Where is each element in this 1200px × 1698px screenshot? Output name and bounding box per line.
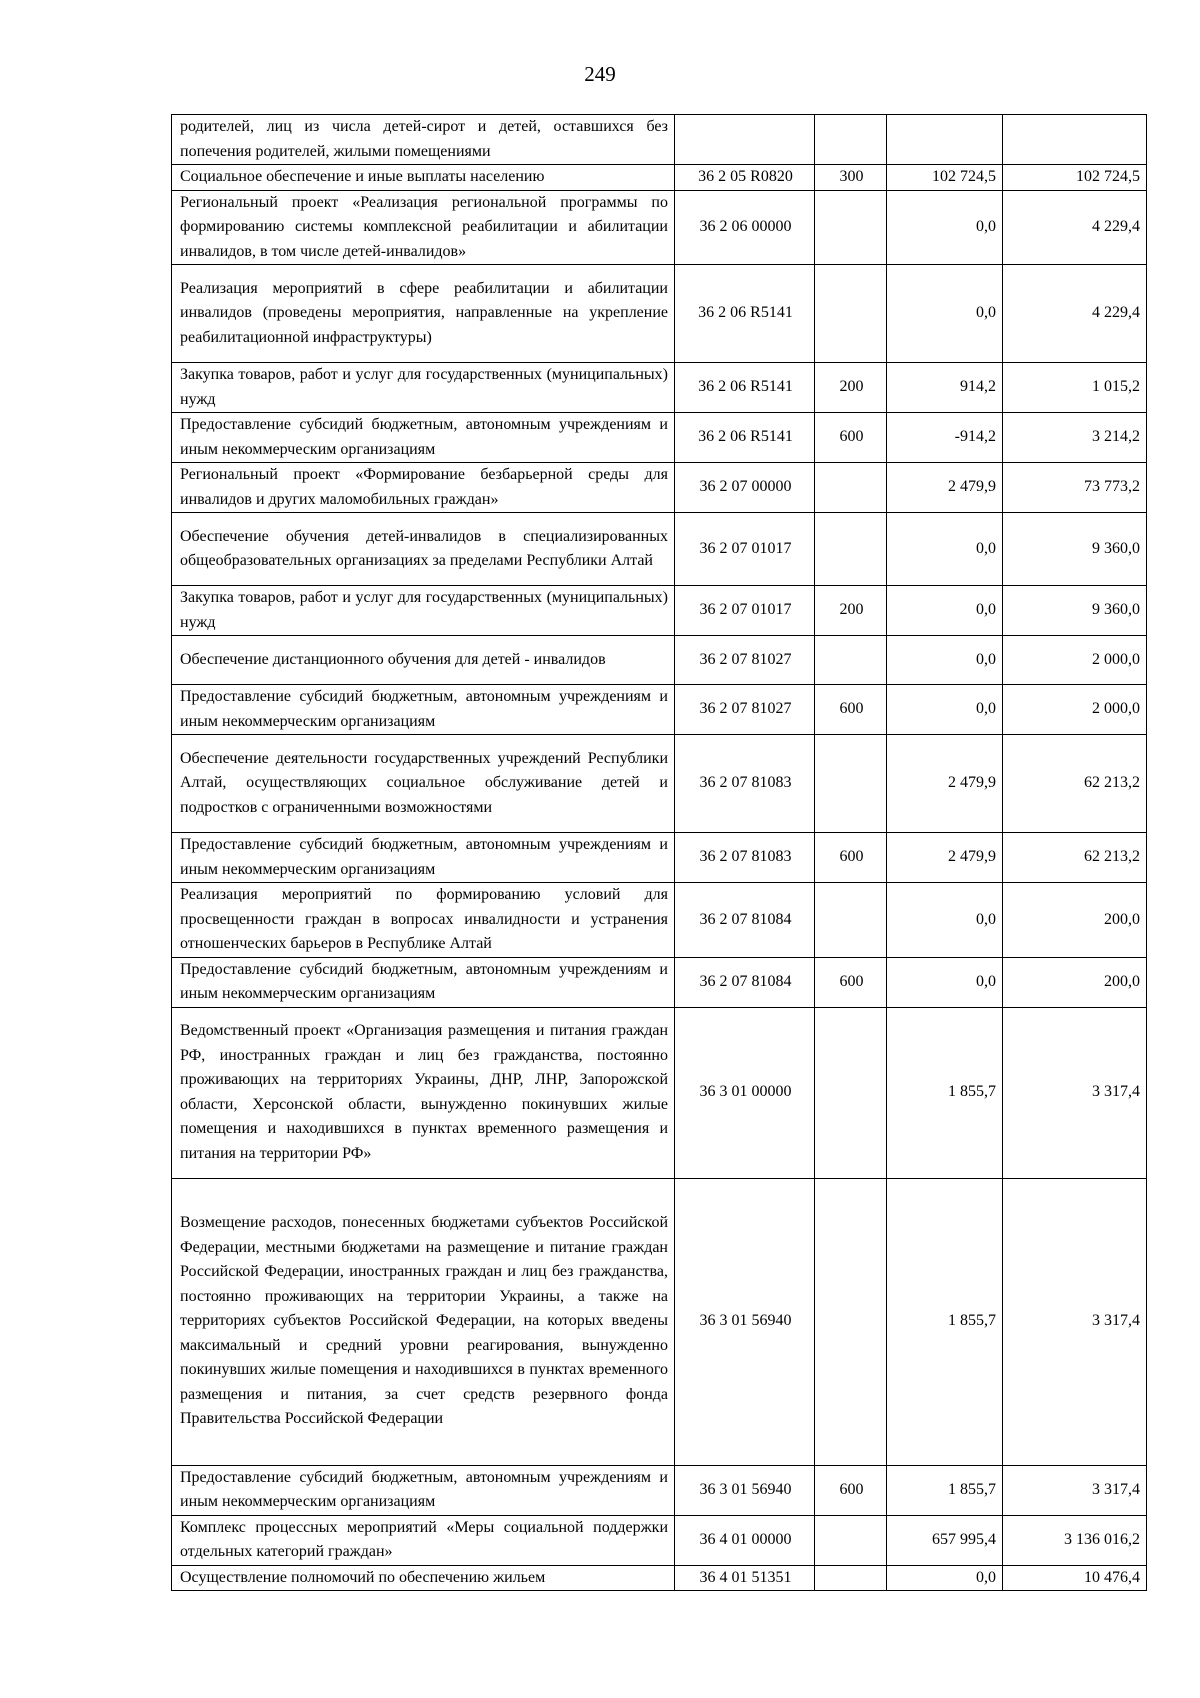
row-sum1 — [887, 115, 1003, 165]
row-code: 36 2 07 00000 — [675, 463, 815, 513]
row-sum1: 0,0 — [887, 586, 1003, 636]
table-row — [172, 115, 1147, 165]
row-sum2: 62 213,2 — [1003, 735, 1147, 833]
row-vr — [815, 115, 887, 165]
row-vr — [815, 1565, 887, 1591]
row-vr — [815, 883, 887, 958]
budget-table — [171, 114, 1147, 1591]
table-row — [172, 363, 1147, 413]
row-name: Предоставление субсидий бюджетным, автономным учреждениям и иным некоммерческим организациям — [172, 1465, 675, 1515]
row-name: Закупка товаров, работ и услуг для государственных (муниципальных) нужд — [172, 586, 675, 636]
row-name: родителей, лиц из числа детей-сирот и детей, оставшихся без попечения родителей, жилыми помещениями — [172, 115, 675, 165]
row-name: Предоставление субсидий бюджетным, автономным учреждениям и иным некоммерческим организациям — [172, 833, 675, 883]
row-sum2: 73 773,2 — [1003, 463, 1147, 513]
table-row — [172, 1565, 1147, 1591]
row-code: 36 2 07 01017 — [675, 513, 815, 586]
row-name: Предоставление субсидий бюджетным, автономным учреждениям и иным некоммерческим организациям — [172, 957, 675, 1007]
table-row — [172, 265, 1147, 363]
row-vr: 600 — [815, 833, 887, 883]
row-sum1: 0,0 — [887, 957, 1003, 1007]
row-sum2: 10 476,4 — [1003, 1565, 1147, 1591]
row-vr — [815, 513, 887, 586]
row-vr: 200 — [815, 363, 887, 413]
row-name: Ведомственный проект «Организация размещения и питания граждан РФ, иностранных граждан и лиц без гражданства, постоянно проживающих на территориях Украины, ДНР, ЛНР, Запорожской области, Херсонской области, вынужденно покинувших жилые помещения и находившихся в пунктах временного размещения и питания на территории РФ» — [172, 1007, 675, 1178]
table-row — [172, 513, 1147, 586]
row-code: 36 2 06 R5141 — [675, 363, 815, 413]
table-row — [172, 735, 1147, 833]
row-name: Возмещение расходов, понесенных бюджетами субъектов Российской Федерации, местными бюджетами на размещение и питание граждан Российской Федерации, иностранных граждан и лиц без гражданства, постоянно проживающих на территории Украины, а также на территориях субъектов Российской Федерации, на которых введены максимальный и средний уровни реагирования, вынужденно покинувших жилые помещения и находившихся в пунктах временного размещения и питания, за счет средств резервного фонда Правительства Российской Федерации — [172, 1178, 675, 1465]
row-vr: 600 — [815, 1465, 887, 1515]
row-code: 36 2 06 R5141 — [675, 265, 815, 363]
row-sum2: 2 000,0 — [1003, 636, 1147, 685]
row-vr — [815, 463, 887, 513]
row-vr: 200 — [815, 586, 887, 636]
row-vr: 300 — [815, 165, 887, 191]
row-sum1: 914,2 — [887, 363, 1003, 413]
row-code: 36 3 01 00000 — [675, 1007, 815, 1178]
budget-table-body — [172, 115, 1147, 1591]
row-vr — [815, 1007, 887, 1178]
row-name: Закупка товаров, работ и услуг для государственных (муниципальных) нужд — [172, 363, 675, 413]
row-code: 36 2 06 R5141 — [675, 413, 815, 463]
table-row — [172, 165, 1147, 191]
table-row — [172, 1007, 1147, 1178]
row-code: 36 4 01 00000 — [675, 1515, 815, 1565]
row-name: Предоставление субсидий бюджетным, автономным учреждениям и иным некоммерческим организациям — [172, 413, 675, 463]
row-code: 36 2 07 81084 — [675, 883, 815, 958]
row-name: Региональный проект «Формирование безбарьерной среды для инвалидов и других маломобильных граждан» — [172, 463, 675, 513]
row-code: 36 2 07 81083 — [675, 735, 815, 833]
row-sum1: 2 479,9 — [887, 463, 1003, 513]
row-sum2: 2 000,0 — [1003, 685, 1147, 735]
row-sum2: 3 214,2 — [1003, 413, 1147, 463]
row-sum2: 3 317,4 — [1003, 1178, 1147, 1465]
table-row — [172, 685, 1147, 735]
row-vr: 600 — [815, 685, 887, 735]
table-row — [172, 833, 1147, 883]
row-vr: 600 — [815, 957, 887, 1007]
table-row — [172, 1178, 1147, 1465]
row-sum2: 3 317,4 — [1003, 1007, 1147, 1178]
row-sum1: -914,2 — [887, 413, 1003, 463]
table-row — [172, 463, 1147, 513]
row-sum1: 0,0 — [887, 513, 1003, 586]
row-name: Обеспечение обучения детей-инвалидов в специализированных общеобразовательных организациях за пределами Республики Алтай — [172, 513, 675, 586]
table-row — [172, 1515, 1147, 1565]
row-sum2: 9 360,0 — [1003, 586, 1147, 636]
row-code: 36 2 07 81027 — [675, 636, 815, 685]
row-sum1: 0,0 — [887, 636, 1003, 685]
row-sum2 — [1003, 115, 1147, 165]
row-sum2: 4 229,4 — [1003, 265, 1147, 363]
row-sum1: 0,0 — [887, 685, 1003, 735]
row-code: 36 2 05 R0820 — [675, 165, 815, 191]
row-sum2: 62 213,2 — [1003, 833, 1147, 883]
table-row — [172, 413, 1147, 463]
row-sum2: 9 360,0 — [1003, 513, 1147, 586]
row-code: 36 4 01 51351 — [675, 1565, 815, 1591]
row-sum2: 3 317,4 — [1003, 1465, 1147, 1515]
row-vr — [815, 1515, 887, 1565]
table-row — [172, 883, 1147, 958]
row-sum1: 657 995,4 — [887, 1515, 1003, 1565]
row-sum1: 1 855,7 — [887, 1178, 1003, 1465]
row-name: Предоставление субсидий бюджетным, автономным учреждениям и иным некоммерческим организациям — [172, 685, 675, 735]
row-sum1: 0,0 — [887, 883, 1003, 958]
table-row — [172, 190, 1147, 265]
row-code: 36 2 07 81027 — [675, 685, 815, 735]
row-name: Реализация мероприятий в сфере реабилитации и абилитации инвалидов (проведены мероприятия, направленные на укрепление реабилитационной инфраструктуры) — [172, 265, 675, 363]
page-number: 249 — [584, 62, 616, 86]
row-sum1: 0,0 — [887, 1565, 1003, 1591]
row-vr — [815, 190, 887, 265]
row-name: Реализация мероприятий по формированию условий для просвещенности граждан в вопросах инвалидности и устранения отношенческих барьеров в Республике Алтай — [172, 883, 675, 958]
table-row — [172, 1465, 1147, 1515]
row-code — [675, 115, 815, 165]
row-sum2: 1 015,2 — [1003, 363, 1147, 413]
row-name: Обеспечение деятельности государственных учреждений Республики Алтай, осуществляющих социальное обслуживание детей и подростков с ограниченными возможностями — [172, 735, 675, 833]
row-sum2: 102 724,5 — [1003, 165, 1147, 191]
row-sum1: 2 479,9 — [887, 735, 1003, 833]
row-name: Осуществление полномочий по обеспечению жильем — [172, 1565, 675, 1591]
row-name: Региональный проект «Реализация региональной программы по формированию системы комплексной реабилитации и абилитации инвалидов, в том числе детей-инвалидов» — [172, 190, 675, 265]
row-sum1: 2 479,9 — [887, 833, 1003, 883]
row-vr: 600 — [815, 413, 887, 463]
row-code: 36 2 06 00000 — [675, 190, 815, 265]
row-code: 36 2 07 81084 — [675, 957, 815, 1007]
row-vr — [815, 735, 887, 833]
row-sum2: 200,0 — [1003, 957, 1147, 1007]
table-row — [172, 957, 1147, 1007]
row-sum2: 200,0 — [1003, 883, 1147, 958]
row-code: 36 3 01 56940 — [675, 1465, 815, 1515]
row-name: Комплекс процессных мероприятий «Меры социальной поддержки отдельных категорий граждан» — [172, 1515, 675, 1565]
row-sum1: 1 855,7 — [887, 1465, 1003, 1515]
row-name: Социальное обеспечение и иные выплаты населению — [172, 165, 675, 191]
row-sum1: 0,0 — [887, 265, 1003, 363]
row-sum1: 0,0 — [887, 190, 1003, 265]
table-row — [172, 636, 1147, 685]
row-sum2: 3 136 016,2 — [1003, 1515, 1147, 1565]
row-vr — [815, 265, 887, 363]
table-row — [172, 586, 1147, 636]
row-sum2: 4 229,4 — [1003, 190, 1147, 265]
row-sum1: 102 724,5 — [887, 165, 1003, 191]
row-vr — [815, 1178, 887, 1465]
row-code: 36 2 07 01017 — [675, 586, 815, 636]
row-code: 36 2 07 81083 — [675, 833, 815, 883]
row-vr — [815, 636, 887, 685]
row-sum1: 1 855,7 — [887, 1007, 1003, 1178]
row-code: 36 3 01 56940 — [675, 1178, 815, 1465]
row-name: Обеспечение дистанционного обучения для детей - инвалидов — [172, 636, 675, 685]
